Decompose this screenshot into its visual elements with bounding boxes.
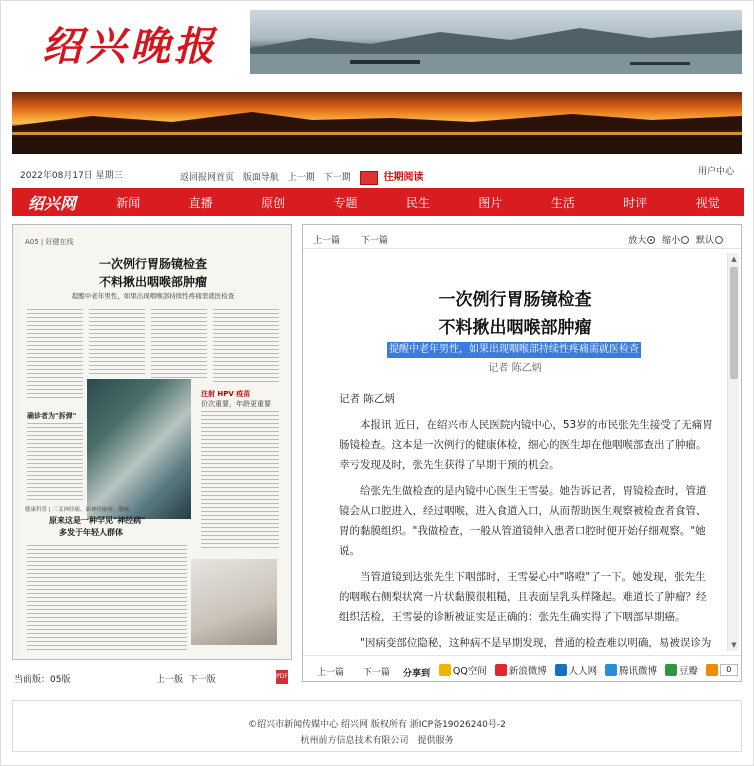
masthead <box>12 8 742 78</box>
issue-date: 2022年08月17日 星期三 <box>20 171 123 181</box>
text-column <box>27 545 187 651</box>
article-subtitle-selected[interactable]: 提醒中老年男性，如果出现咽喉部持续性疼痛需就医检查 <box>387 342 641 358</box>
surgery-photo <box>87 379 191 519</box>
calendar-icon[interactable] <box>360 171 378 185</box>
date-links <box>180 168 430 185</box>
text-column <box>151 309 207 379</box>
share-more[interactable] <box>706 664 738 676</box>
zoom-out-radio[interactable] <box>681 236 689 244</box>
share-label: 分享到 <box>403 669 431 679</box>
section-title: 确诊者为"拆弹" <box>27 412 77 420</box>
weibo-icon <box>495 664 507 676</box>
next-issue-link[interactable]: 下一期 <box>323 173 351 183</box>
banner-sunset-art <box>12 92 742 154</box>
nav-item-live[interactable]: 直播 <box>188 195 213 210</box>
article-panel <box>302 224 742 682</box>
article-paragraph: 本报讯 近日，在绍兴市人民医院内镜中心，53岁的市民张先生接受了无痛胃肠镜检查。这本是一次例行的健康体检，细心的医生却在他咽喉部查出了肿瘤。幸亏发现及时，张先生获得了早期干预的机会。 <box>339 419 713 471</box>
zoom-default-label: 默认 <box>695 236 714 246</box>
main-nav <box>12 188 744 216</box>
story-headline-1[interactable]: 原来这是一种罕见"神经病" <box>49 516 146 525</box>
prev-article-link-bottom[interactable]: 上一篇 <box>317 668 345 678</box>
next-article-link-bottom[interactable]: 下一篇 <box>362 668 390 678</box>
text-column <box>27 309 83 401</box>
share-qzone[interactable]: QQ空间 <box>439 663 487 677</box>
scrollbar-thumb[interactable] <box>730 267 738 379</box>
banner-lake-art <box>250 10 742 74</box>
nav-item-original[interactable]: 原创 <box>261 195 286 210</box>
share-weibo[interactable]: 新浪微博 <box>495 663 547 677</box>
next-article-link[interactable]: 下一篇 <box>360 236 388 246</box>
section-nav-link[interactable]: 版面导航 <box>242 173 279 183</box>
site-brand[interactable]: 绍兴网 <box>27 193 76 213</box>
article-author: 记者 陈乙炳 <box>488 363 542 374</box>
newspaper-logo[interactable]: 绍兴晚报 <box>42 22 218 70</box>
past-issues-link[interactable]: 往期阅读 <box>383 172 424 183</box>
story-headline-2[interactable]: 多发于年轻人群体 <box>59 528 123 537</box>
share-bar <box>403 663 742 679</box>
qzone-icon <box>439 664 451 676</box>
plus-icon <box>706 664 718 676</box>
renren-icon <box>555 664 567 676</box>
article-paragraph: 记者 陈乙炳 <box>339 393 395 405</box>
prev-article-link[interactable]: 上一篇 <box>313 236 341 246</box>
zoom-default-radio[interactable] <box>715 236 723 244</box>
text-column <box>27 423 83 503</box>
nav-item-visual[interactable]: 视觉 <box>695 195 720 210</box>
share-douban[interactable]: 豆瓣 <box>665 663 698 677</box>
side-story-title[interactable]: 注射 HPV 疫苗 <box>201 390 251 398</box>
prev-issue-link[interactable]: 上一期 <box>287 173 315 183</box>
douban-icon <box>665 664 677 676</box>
scroll-down-icon[interactable]: ▼ <box>731 641 737 649</box>
share-tencent-weibo[interactable]: 腾讯微博 <box>605 663 657 677</box>
article-paragraph: 给张先生做检查的是内镜中心医生王雪晏。她告诉记者，胃镜检查时，管道镜会从口腔进入，经过咽喉，进入食道入口，从而帮助医生观察被检查者食管、胃的黏膜组织。"我做检查，一般从管道镜伸入患者口腔时便开始仔细观察。"她说。 <box>339 485 707 557</box>
prev-page-link[interactable]: 上一版 <box>156 675 184 685</box>
nav-item-livelihood[interactable]: 民生 <box>405 195 430 210</box>
article-scrollbar[interactable] <box>727 253 739 651</box>
newspaper-page-panel[interactable] <box>12 224 292 660</box>
story-kicker: 健康科普 | 三叉神经痛、面神经麻痹，腰麻 <box>25 507 130 513</box>
paper-subhead: 提醒中老年男性，如果出现咽喉部持续性疼痛需就医检查 <box>71 292 235 300</box>
text-column <box>89 309 145 375</box>
tencent-weibo-icon <box>605 664 617 676</box>
article-bottom-bar <box>303 655 741 681</box>
article-paragraph: 当管道镜到达张先生下咽部时，王雪晏心中"咯噔"了一下。她发现，张先生的咽喉右侧梨状窝一片状黏膜很粗糙，且表面呈乳头样隆起。难道长了肿瘤？经组织活检，王雪晏的诊断被证实是正确的：张先生确实得了下咽部早期癌。 <box>339 571 707 623</box>
pdf-icon[interactable]: PDF <box>276 670 288 684</box>
copyright-text: ©绍兴市新闻传媒中心 绍兴网 版权所有 浙ICP备19026240号-2 <box>248 720 506 730</box>
paper-headline-1[interactable]: 一次例行胃肠镜检查 <box>98 257 207 271</box>
banner-lake-image <box>250 10 742 74</box>
article-toolbar <box>303 225 741 249</box>
side-story-subtitle: 价次重要，年龄更重要 <box>201 400 271 408</box>
share-renren[interactable]: 人人网 <box>555 663 598 677</box>
service-provider-text: 杭州前方信息技术有限公司 提供服务 <box>300 736 454 746</box>
page-links <box>156 672 216 685</box>
nav-item-pictures[interactable]: 图片 <box>478 195 503 210</box>
nav-item-topics[interactable]: 专题 <box>333 195 358 210</box>
text-column <box>213 309 279 385</box>
page-footer-nav <box>12 670 292 686</box>
font-zoom-controls <box>628 233 727 246</box>
page-header: A05 | 好健在线 <box>25 238 74 246</box>
article-body <box>339 389 715 653</box>
patient-photo <box>191 559 277 645</box>
article-content <box>303 249 727 653</box>
share-count: 0 <box>720 664 738 676</box>
zoom-in-label: 放大 <box>628 236 647 246</box>
current-edition: 当前版：05版 <box>14 675 71 685</box>
home-link[interactable]: 返回报网首页 <box>180 173 235 183</box>
article-paragraph: "因病变部位隐秘，这种病不是早期发现，普通的检查难以明确，易被误诊为 <box>360 637 712 649</box>
scroll-up-icon[interactable]: ▲ <box>731 255 737 263</box>
nav-item-life[interactable]: 生活 <box>550 195 575 210</box>
user-center-link[interactable]: 用户中心 <box>697 167 734 177</box>
zoom-in-radio[interactable] <box>647 236 655 244</box>
next-page-link[interactable]: 下一版 <box>188 675 216 685</box>
site-footer <box>12 700 742 752</box>
zoom-out-label: 缩小 <box>662 236 681 246</box>
newspaper-page-image[interactable] <box>19 229 287 657</box>
text-column <box>201 411 279 551</box>
banner-sunset-image <box>12 92 742 154</box>
paper-headline-2[interactable]: 不料揪出咽喉部肿瘤 <box>98 275 207 289</box>
date-bar <box>12 162 742 184</box>
article-title-line-1: 一次例行胃肠镜检查 <box>438 290 592 310</box>
nav-item-commentary[interactable]: 时评 <box>623 195 648 210</box>
nav-item-news[interactable]: 新闻 <box>116 195 141 210</box>
article-title-line-2: 不料揪出咽喉部肿瘤 <box>438 318 592 338</box>
